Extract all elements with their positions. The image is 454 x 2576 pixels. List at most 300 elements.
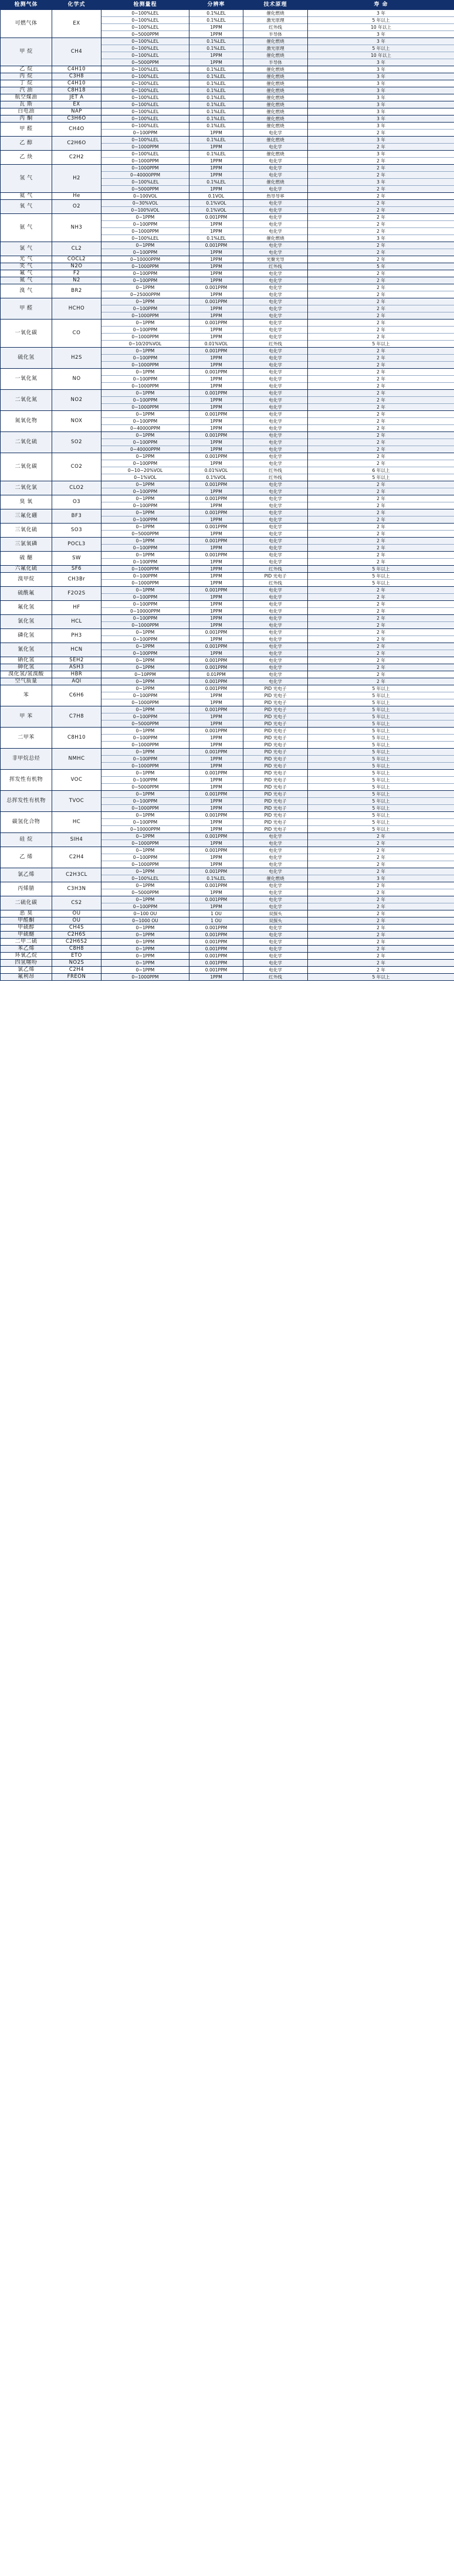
cell-res-item: 1PPM bbox=[189, 418, 243, 425]
cell-res bbox=[189, 200, 243, 214]
cell-life bbox=[308, 946, 454, 953]
cell-life-item: 2 年 bbox=[377, 158, 385, 164]
cell-res-item: 0.1%VOL bbox=[206, 475, 226, 480]
cell-ranges-item: 0~100%LEL bbox=[101, 137, 189, 144]
cell-tech-item: 红外线 bbox=[269, 264, 282, 269]
cell-tech-item: 电化学 bbox=[269, 489, 282, 494]
cell-res-item: 1PPM bbox=[210, 545, 222, 550]
cell-res-item: 0.001PPM bbox=[189, 685, 243, 692]
table-row bbox=[1, 833, 454, 847]
cell-tech-item: 催化燃烧 bbox=[266, 876, 284, 881]
cell-name: 可燃气体 bbox=[1, 10, 52, 38]
cell-life bbox=[308, 925, 454, 932]
table-row bbox=[1, 214, 454, 242]
cell-res bbox=[189, 10, 243, 38]
cell-ranges bbox=[101, 151, 189, 165]
cell-life bbox=[308, 882, 454, 896]
cell-ranges-item: 0~100PPM bbox=[133, 489, 158, 494]
table-row bbox=[1, 685, 454, 706]
cell-ranges-item: 0~1PPM bbox=[135, 967, 155, 973]
cell-res-item: 1PPM bbox=[210, 130, 222, 135]
cell-formula: FREON bbox=[52, 974, 101, 981]
cell-res bbox=[189, 882, 243, 896]
cell-tech-item: 催化燃烧 bbox=[243, 38, 307, 45]
table-row bbox=[1, 629, 454, 643]
spec-table bbox=[0, 0, 454, 981]
cell-tech-item: 双探头 bbox=[269, 918, 282, 923]
cell-res bbox=[189, 524, 243, 538]
cell-tech-item: 电化学 bbox=[269, 862, 282, 867]
cell-tech-item: 电化学 bbox=[269, 186, 282, 192]
cell-life-item: 2 年 bbox=[377, 208, 385, 213]
cell-ranges-item: 0~100%LEL bbox=[131, 876, 159, 881]
cell-res bbox=[189, 671, 243, 678]
cell-life-item: 3 年 bbox=[377, 32, 385, 37]
cell-life bbox=[308, 137, 454, 151]
cell-ranges-item: 0~1PPM bbox=[101, 728, 189, 735]
cell-tech-item: 电化学 bbox=[243, 411, 307, 418]
cell-tech-item: PID 光电子 bbox=[243, 728, 307, 735]
cell-ranges bbox=[101, 974, 189, 981]
cell-res-item: 1PPM bbox=[210, 651, 222, 656]
table-row bbox=[1, 812, 454, 833]
cell-ranges-item: 0~1PPM bbox=[101, 214, 189, 221]
table-row bbox=[1, 573, 454, 587]
cell-life-item: 2 年 bbox=[377, 911, 385, 916]
cell-tech-item: 催化燃烧 bbox=[266, 236, 284, 241]
cell-ranges-item: 0~5000PPM bbox=[131, 531, 159, 536]
cell-tech-item: 电化学 bbox=[243, 453, 307, 460]
cell-res-item: 1PPM bbox=[189, 777, 243, 784]
cell-tech-item: 电化学 bbox=[243, 896, 307, 903]
cell-name: 乙 醇 bbox=[1, 137, 52, 151]
cell-ranges-item: 0~1PPM bbox=[101, 509, 189, 516]
cell-life-item: 2 年 bbox=[308, 439, 454, 446]
cell-tech bbox=[243, 953, 308, 960]
cell-res-item: 0.001PPM bbox=[205, 967, 228, 973]
cell-life-item: 2 年 bbox=[308, 305, 454, 312]
cell-life-item: 2 年 bbox=[308, 165, 454, 172]
cell-ranges-item: 0~1000PPM bbox=[131, 974, 159, 980]
table-row bbox=[1, 165, 454, 193]
cell-formula: SEH2 bbox=[52, 657, 101, 664]
cell-ranges-item: 0~100PPM bbox=[101, 713, 189, 721]
cell-name: 臭 氧 bbox=[1, 495, 52, 509]
table-row bbox=[1, 509, 454, 524]
cell-tech-item: 激光原理 bbox=[243, 17, 307, 24]
cell-formula: BR2 bbox=[52, 284, 101, 298]
cell-formula: NO2 bbox=[52, 390, 101, 411]
cell-res bbox=[189, 573, 243, 587]
cell-name: 航空煤油 bbox=[1, 94, 52, 101]
table-row bbox=[1, 115, 454, 123]
table-row bbox=[1, 910, 454, 917]
cell-res bbox=[189, 847, 243, 868]
cell-life bbox=[308, 495, 454, 509]
cell-formula: OU bbox=[52, 917, 101, 925]
cell-res bbox=[189, 896, 243, 910]
table-row bbox=[1, 967, 454, 974]
cell-life-item: 2 年 bbox=[377, 193, 385, 199]
cell-ranges bbox=[101, 882, 189, 896]
cell-life-item: 3 年 bbox=[377, 109, 385, 114]
cell-res bbox=[189, 256, 243, 263]
cell-res bbox=[189, 369, 243, 390]
cell-ranges-item: 0~100%LEL bbox=[131, 116, 159, 121]
cell-life-item: 2 年 bbox=[308, 552, 454, 559]
cell-res-item: 0.001PPM bbox=[189, 390, 243, 397]
cell-formula: PH3 bbox=[52, 629, 101, 643]
cell-tech bbox=[243, 101, 308, 108]
cell-formula: C2H6S2 bbox=[52, 939, 101, 946]
cell-formula: CO2 bbox=[52, 453, 101, 481]
cell-tech-item: 电化学 bbox=[243, 320, 307, 327]
cell-ranges bbox=[101, 242, 189, 256]
cell-tech bbox=[243, 770, 308, 791]
table-row bbox=[1, 390, 454, 411]
cell-ranges-item: 0~100PPM bbox=[101, 601, 189, 608]
cell-formula: C2H6O bbox=[52, 137, 101, 151]
cell-res bbox=[189, 868, 243, 882]
cell-res-item: 0.1%LEL bbox=[189, 151, 243, 158]
cell-ranges-item: 0~1PPM bbox=[135, 946, 155, 951]
cell-res bbox=[189, 101, 243, 108]
cell-formula: VOC bbox=[52, 770, 101, 791]
table-row bbox=[1, 495, 454, 509]
cell-tech bbox=[243, 66, 308, 73]
cell-ranges bbox=[101, 453, 189, 481]
cell-res-item: 1PPM bbox=[210, 827, 222, 832]
cell-res-item: 0.001PPM bbox=[189, 791, 243, 798]
cell-life bbox=[308, 960, 454, 967]
header-technology: 技术原理 bbox=[243, 1, 308, 10]
cell-name: 总挥发性有机物 bbox=[1, 791, 52, 812]
cell-tech-item: 电化学 bbox=[243, 348, 307, 355]
cell-ranges bbox=[101, 214, 189, 242]
cell-ranges-item: 0~1PPM bbox=[101, 812, 189, 819]
cell-name: 甲 醛 bbox=[1, 123, 52, 137]
cell-res bbox=[189, 953, 243, 960]
cell-life-item: 2 年 bbox=[377, 503, 385, 508]
cell-tech bbox=[243, 453, 308, 481]
cell-tech-item: 红外线 bbox=[269, 566, 282, 572]
cell-formula: HCHO bbox=[52, 298, 101, 320]
cell-ranges bbox=[101, 706, 189, 728]
cell-life bbox=[308, 791, 454, 812]
cell-ranges bbox=[101, 953, 189, 960]
cell-tech-item: 电化学 bbox=[269, 658, 282, 663]
cell-ranges-item: 0~1000PPM bbox=[131, 742, 159, 747]
cell-formula: C2H4 bbox=[52, 847, 101, 868]
cell-life-item: 5 年以上 bbox=[372, 742, 390, 747]
cell-formula: COCL2 bbox=[52, 256, 101, 263]
cell-tech-item: 电化学 bbox=[269, 594, 282, 600]
cell-tech bbox=[243, 643, 308, 657]
cell-name: 硫化氢 bbox=[1, 348, 52, 369]
cell-tech-item: 热导导率 bbox=[266, 193, 284, 199]
cell-name: 二氧化硫 bbox=[1, 432, 52, 453]
cell-life-item: 5 年以上 bbox=[372, 721, 390, 726]
cell-ranges bbox=[101, 108, 189, 115]
cell-ranges-item: 0~40000PPM bbox=[101, 172, 189, 179]
cell-life bbox=[308, 706, 454, 728]
cell-ranges-item: 0~10000PPM bbox=[130, 827, 161, 832]
cell-life-item: 2 年 bbox=[308, 348, 454, 355]
cell-res-item: 1PPM bbox=[189, 334, 243, 341]
cell-tech-item: 电化学 bbox=[269, 144, 282, 149]
cell-tech bbox=[243, 524, 308, 538]
cell-tech-item: 电化学 bbox=[269, 362, 282, 368]
cell-tech-item: 催化燃烧 bbox=[266, 109, 284, 114]
cell-res-item: 0.001PPM bbox=[189, 411, 243, 418]
cell-tech-item: 催化燃烧 bbox=[266, 88, 284, 93]
cell-res-item: 1PPM bbox=[210, 271, 222, 276]
cell-ranges-item: 0~100PPM bbox=[101, 735, 189, 742]
cell-formula: N2O bbox=[52, 263, 101, 270]
cell-res-item: 0.01PPM bbox=[206, 672, 226, 677]
cell-formula: SF6 bbox=[52, 566, 101, 573]
cell-life-item: 2 年 bbox=[308, 284, 454, 291]
cell-tech-item: 电化学 bbox=[269, 208, 282, 213]
cell-ranges-item: 0~5000PPM bbox=[131, 60, 159, 65]
cell-life bbox=[308, 369, 454, 390]
cell-ranges-item: 0~1PPM bbox=[101, 432, 189, 439]
cell-tech bbox=[243, 432, 308, 453]
cell-name: 氯 气 bbox=[1, 242, 52, 256]
table-row bbox=[1, 939, 454, 946]
cell-ranges-item: 0~1PPM bbox=[101, 369, 189, 376]
cell-ranges-item: 0~1PPM bbox=[101, 298, 189, 305]
cell-tech-item: 电化学 bbox=[243, 495, 307, 502]
cell-res bbox=[189, 242, 243, 256]
cell-tech-item: PID 光电子 bbox=[264, 721, 287, 726]
cell-tech bbox=[243, 495, 308, 509]
cell-life-item: 5 年以上 bbox=[308, 45, 454, 52]
cell-res-item: 1PPM bbox=[189, 713, 243, 721]
cell-ranges-item: 0~100%LEL bbox=[131, 74, 159, 79]
cell-res-item: 0.001PPM bbox=[189, 320, 243, 327]
cell-life-item: 2 年 bbox=[308, 453, 454, 460]
cell-tech-item: PID 光电子 bbox=[243, 735, 307, 742]
cell-name: 砷化氢 bbox=[1, 664, 52, 671]
cell-tech bbox=[243, 615, 308, 629]
table-row bbox=[1, 601, 454, 615]
cell-name: 甲醛酮 bbox=[1, 917, 52, 925]
cell-life bbox=[308, 524, 454, 538]
cell-res bbox=[189, 137, 243, 151]
cell-res-item: 1PPM bbox=[210, 405, 222, 410]
cell-life-item: 2 年 bbox=[308, 397, 454, 404]
cell-res-item: 1PPM bbox=[189, 615, 243, 622]
cell-ranges bbox=[101, 678, 189, 685]
cell-formula: C7H8 bbox=[52, 706, 101, 728]
cell-life-item: 2 年 bbox=[308, 847, 454, 854]
cell-life bbox=[308, 538, 454, 552]
cell-tech bbox=[243, 573, 308, 587]
cell-ranges-item: 0~100PPM bbox=[133, 637, 158, 642]
cell-ranges bbox=[101, 94, 189, 101]
table-row bbox=[1, 348, 454, 369]
cell-tech bbox=[243, 946, 308, 953]
cell-life bbox=[308, 101, 454, 108]
cell-res bbox=[189, 678, 243, 685]
cell-life bbox=[308, 66, 454, 73]
cell-tech bbox=[243, 552, 308, 566]
cell-life-item: 5 年以上 bbox=[308, 17, 454, 24]
cell-ranges-item: 0~100PPM bbox=[101, 777, 189, 784]
cell-life bbox=[308, 917, 454, 925]
cell-life-item: 5 年以上 bbox=[308, 728, 454, 735]
cell-life-item: 5 年以上 bbox=[308, 573, 454, 580]
cell-life-item: 5 年以上 bbox=[308, 706, 454, 713]
cell-ranges bbox=[101, 671, 189, 678]
table-row bbox=[1, 671, 454, 678]
cell-life-item: 2 年 bbox=[308, 524, 454, 531]
cell-life bbox=[308, 868, 454, 882]
cell-ranges bbox=[101, 298, 189, 320]
cell-res-item: 0.001PPM bbox=[189, 509, 243, 516]
cell-life bbox=[308, 115, 454, 123]
cell-ranges-item: 0~5000PPM bbox=[131, 32, 159, 37]
cell-formula: CL2 bbox=[52, 242, 101, 256]
cell-life-item: 3 年 bbox=[377, 60, 385, 65]
cell-ranges-item: 0~1000PPM bbox=[131, 806, 159, 811]
cell-res-item: 0.001PPM bbox=[205, 932, 228, 937]
cell-life-item: 2 年 bbox=[308, 882, 454, 889]
cell-res-item: 0.001PPM bbox=[189, 432, 243, 439]
cell-life bbox=[308, 509, 454, 524]
cell-tech-item: 电化学 bbox=[243, 552, 307, 559]
cell-ranges-item: 0~100PPM bbox=[133, 517, 158, 522]
cell-res bbox=[189, 277, 243, 284]
cell-life-item: 10 年以上 bbox=[308, 24, 454, 31]
cell-ranges-item: 0~1PPM bbox=[135, 932, 155, 937]
cell-tech-item: 电化学 bbox=[243, 439, 307, 446]
cell-ranges-item: 0~25000PPM bbox=[130, 292, 161, 297]
cell-res-item: 0.001PPM bbox=[189, 587, 243, 594]
cell-tech bbox=[243, 137, 308, 151]
table-row bbox=[1, 538, 454, 552]
cell-tech-item: 催化燃烧 bbox=[266, 67, 284, 72]
cell-life-item: 3 年 bbox=[377, 236, 385, 241]
cell-life-item: 2 年 bbox=[377, 271, 385, 276]
cell-life-item: 2 年 bbox=[308, 643, 454, 650]
cell-ranges-item: 0~1000PPM bbox=[131, 623, 159, 628]
cell-res-item: 1PPM bbox=[189, 756, 243, 763]
cell-tech-item: 电化学 bbox=[243, 369, 307, 376]
cell-life-item: 2 年 bbox=[308, 298, 454, 305]
cell-name: 氢 气 bbox=[1, 165, 52, 193]
cell-formula: AQI bbox=[52, 678, 101, 685]
cell-ranges-item: 0~1PPM bbox=[101, 791, 189, 798]
cell-life bbox=[308, 453, 454, 481]
cell-res-item: 1PPM bbox=[210, 362, 222, 368]
cell-life-item: 2 年 bbox=[377, 932, 385, 937]
cell-life bbox=[308, 320, 454, 348]
cell-ranges bbox=[101, 967, 189, 974]
table-row bbox=[1, 432, 454, 453]
cell-name: 丁 烷 bbox=[1, 80, 52, 87]
table-row bbox=[1, 73, 454, 80]
cell-formula: SO3 bbox=[52, 524, 101, 538]
cell-res-item: 0.001PPM bbox=[189, 242, 243, 249]
cell-name: 空气质量 bbox=[1, 678, 52, 685]
cell-ranges-item: 0~10/20%VOL bbox=[128, 341, 162, 346]
cell-res bbox=[189, 432, 243, 453]
table-row bbox=[1, 277, 454, 284]
cell-name: 二甲苯 bbox=[1, 728, 52, 749]
cell-tech-item: 电化学 bbox=[243, 418, 307, 425]
cell-ranges-item: 0~100PPM bbox=[133, 250, 158, 255]
cell-res bbox=[189, 974, 243, 981]
cell-tech-item: 红外线 bbox=[269, 341, 282, 346]
cell-life bbox=[308, 847, 454, 868]
cell-life-item: 2 年 bbox=[308, 334, 454, 341]
cell-tech-item: PID 光电子 bbox=[264, 742, 287, 747]
cell-life bbox=[308, 390, 454, 411]
cell-ranges-item: 0~100%LEL bbox=[101, 17, 189, 24]
cell-life-item: 2 年 bbox=[308, 629, 454, 636]
cell-tech bbox=[243, 165, 308, 193]
cell-life-item: 2 年 bbox=[308, 833, 454, 840]
cell-tech-item: 电化学 bbox=[269, 313, 282, 318]
cell-formula: C4H10 bbox=[52, 80, 101, 87]
cell-ranges-item: 0~100%LEL bbox=[131, 236, 159, 241]
cell-tech-item: 催化燃烧 bbox=[266, 102, 284, 107]
cell-res-item: 1PPM bbox=[189, 355, 243, 362]
cell-ranges-item: 0~1PPM bbox=[101, 749, 189, 756]
cell-res-item: 0.1%LEL bbox=[206, 95, 226, 100]
cell-tech-item: 电化学 bbox=[269, 278, 282, 283]
cell-name: 环氧乙烷 bbox=[1, 953, 52, 960]
cell-res-item: 0.001PPM bbox=[205, 679, 228, 684]
cell-ranges bbox=[101, 80, 189, 87]
cell-life bbox=[308, 80, 454, 87]
cell-tech bbox=[243, 263, 308, 270]
cell-tech-item: 催化燃烧 bbox=[243, 123, 307, 130]
cell-life bbox=[308, 932, 454, 939]
cell-res-item: 1PPM bbox=[210, 313, 222, 318]
cell-tech-item: 电化学 bbox=[269, 651, 282, 656]
table-row bbox=[1, 960, 454, 967]
cell-tech-item: 半导体 bbox=[269, 60, 282, 65]
cell-life-item: 3 年 bbox=[377, 102, 385, 107]
table-row bbox=[1, 657, 454, 664]
cell-name: 甲 苯 bbox=[1, 706, 52, 728]
cell-life-item: 2 年 bbox=[377, 904, 385, 909]
cell-life-item: 2 年 bbox=[308, 509, 454, 516]
table-header-row bbox=[1, 1, 454, 10]
cell-name: 溴甲烷 bbox=[1, 573, 52, 587]
table-row bbox=[1, 953, 454, 960]
cell-res-item: 0.001PPM bbox=[189, 453, 243, 460]
cell-formula: O3 bbox=[52, 495, 101, 509]
cell-ranges-item: 0~100PPM bbox=[101, 355, 189, 362]
cell-res bbox=[189, 932, 243, 939]
cell-name: 四氢噻吩 bbox=[1, 960, 52, 967]
cell-ranges-item: 0~1000PPM bbox=[131, 362, 159, 368]
cell-name: 白电油 bbox=[1, 108, 52, 115]
cell-res bbox=[189, 38, 243, 66]
cell-ranges-item: 0~1PPM bbox=[135, 925, 155, 930]
cell-life bbox=[308, 953, 454, 960]
table-row bbox=[1, 706, 454, 728]
cell-life-item: 5 年以上 bbox=[308, 692, 454, 699]
cell-tech bbox=[243, 728, 308, 749]
cell-res-item: 0.001PPM bbox=[189, 552, 243, 559]
cell-formula: NH3 bbox=[52, 214, 101, 242]
cell-name: 非甲烷总烃 bbox=[1, 749, 52, 770]
